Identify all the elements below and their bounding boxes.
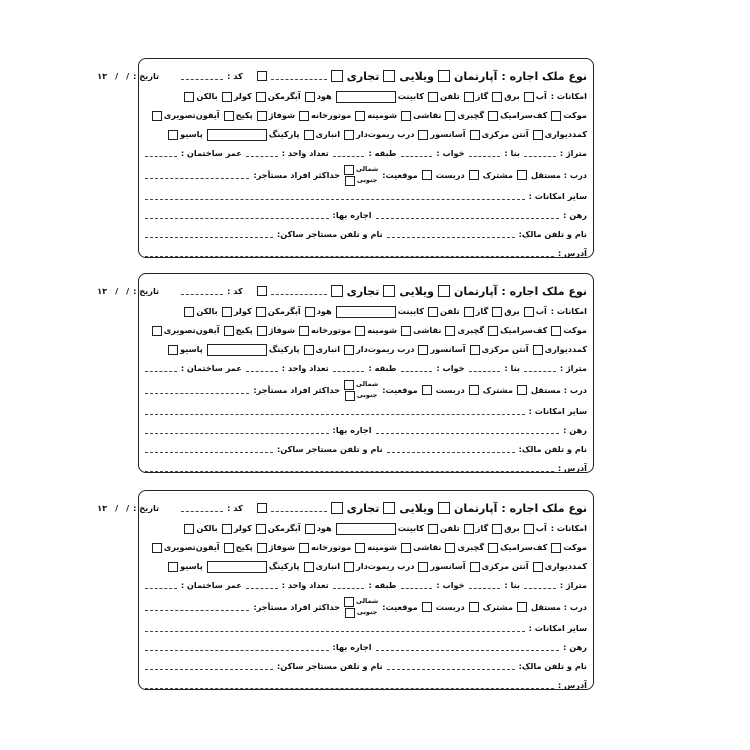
door-location-row (145, 378, 587, 402)
date-field[interactable] (97, 287, 129, 295)
door-label: درب : مستقل (530, 384, 587, 395)
door-shared-checkbox[interactable] (469, 385, 479, 395)
amenities-label: امکانات : (550, 306, 587, 317)
max-tenants-label: حداکثر افراد مستأجر: (253, 384, 341, 395)
amenity-radiator[interactable]: شوفاژ (257, 543, 295, 553)
door-shared-label: مشترک (482, 169, 513, 180)
owner-line[interactable] (387, 237, 515, 238)
date-slash: / (126, 502, 130, 513)
type-apartment-label: آپارتمان (453, 501, 498, 515)
other-amenities-row (145, 187, 587, 206)
amenity-engine-room[interactable]: موتورخانه (299, 111, 351, 121)
amenity-electricity[interactable]: برق (492, 92, 520, 102)
bana-label: بنا : (504, 580, 521, 591)
other-amenities-label: سایر امکانات : (528, 191, 587, 202)
amenities-row-1 (145, 87, 587, 106)
amenity-central-antenna[interactable]: آنتن مرکزی (470, 345, 529, 355)
amenity-storage[interactable]: انباری (304, 130, 341, 140)
type-villa-checkbox[interactable] (383, 70, 395, 82)
rent-line[interactable] (145, 433, 329, 434)
amenity-hood[interactable]: هود (305, 524, 332, 534)
other-amenities-label: سایر امکانات : (528, 623, 587, 634)
type-villa-label: ویلایی (399, 284, 434, 298)
type-apartment-label: آپارتمان (453, 284, 498, 298)
type-apartment-checkbox[interactable] (438, 70, 450, 82)
address-label: آدرس : (557, 680, 587, 691)
tedad-line[interactable] (246, 371, 278, 372)
code-label: کد : (227, 70, 243, 81)
other-amenities-line[interactable] (145, 199, 525, 200)
form-header-row (97, 497, 587, 519)
type-commercial-label: تجاری (346, 501, 380, 515)
door-full-checkbox[interactable] (422, 170, 432, 180)
amenity-cabinet[interactable]: کابینت (336, 91, 424, 103)
type-villa-checkbox[interactable] (383, 285, 395, 297)
door-shared-checkbox[interactable] (469, 602, 479, 612)
tenant-line[interactable] (145, 669, 273, 670)
type-commercial-line[interactable] (271, 79, 327, 80)
amenity-wardrobe[interactable]: کمددیواری (533, 562, 587, 572)
amenities-row-2 (145, 538, 587, 557)
amenity-plaster[interactable]: گچبری (445, 326, 484, 336)
date-label: تاریخ : (133, 502, 160, 513)
location-south[interactable]: جنوبی (345, 176, 377, 186)
amenity-carpet[interactable]: موکت (551, 543, 587, 553)
owner-label: نام و تلفن مالک: (518, 444, 587, 455)
door-independent-checkbox[interactable] (517, 602, 527, 612)
deposit-label: رهن : (563, 425, 587, 436)
amenity-phone[interactable]: تلفن (428, 524, 460, 534)
rent-line[interactable] (145, 650, 329, 651)
form-header-row (97, 280, 587, 302)
location-north[interactable]: شمالی (344, 380, 378, 390)
owner-line[interactable] (387, 452, 515, 453)
size-row (145, 144, 587, 163)
amenity-parking[interactable]: پارکینگ (207, 561, 300, 573)
code-checkbox[interactable] (257, 503, 267, 513)
deposit-label: رهن : (563, 642, 587, 653)
amenity-video-intercom[interactable]: آیفون‌تصویری (152, 543, 220, 553)
size-row (145, 576, 587, 595)
address-line[interactable] (145, 471, 554, 472)
owner-tenant-row (145, 225, 587, 244)
tenant-label: نام و تلفن مستاجر ساکن: (276, 444, 383, 455)
amenity-plaster[interactable]: گچبری (445, 111, 484, 121)
metraj-label: متراژ : (559, 363, 587, 374)
form-header-row (97, 65, 587, 87)
amenity-phone[interactable]: تلفن (428, 307, 460, 317)
code-checkbox[interactable] (257, 71, 267, 81)
door-full-checkbox[interactable] (422, 602, 432, 612)
bana-line[interactable] (469, 588, 501, 589)
type-apartment-checkbox[interactable] (438, 502, 450, 514)
code-line[interactable] (181, 511, 223, 512)
location-label: موقعیت: (382, 384, 418, 395)
other-amenities-row (145, 402, 587, 421)
amenity-package[interactable]: پکیج (224, 543, 253, 553)
bana-line[interactable] (469, 371, 501, 372)
amenity-fireplace[interactable]: شومینه (355, 543, 397, 553)
code-label: کد : (227, 502, 243, 513)
tabaghe-label: طبقه : (368, 580, 397, 591)
amenity-central-antenna[interactable]: آنتن مرکزی (470, 130, 529, 140)
amenity-balcony[interactable]: بالکن (184, 524, 217, 534)
amenity-carpet[interactable]: موکت (551, 111, 587, 121)
address-line[interactable] (145, 256, 554, 257)
code-line[interactable] (181, 294, 223, 295)
other-amenities-label: سایر امکانات : (528, 406, 587, 417)
amenities-label: امکانات : (550, 523, 587, 534)
amenity-storage[interactable]: انباری (304, 345, 341, 355)
tedad-line[interactable] (246, 156, 278, 157)
date-field[interactable] (97, 504, 129, 512)
type-commercial-checkbox[interactable] (331, 285, 343, 297)
owner-label: نام و تلفن مالک: (518, 661, 587, 672)
door-location-row (145, 163, 587, 187)
omr-line[interactable] (145, 588, 177, 589)
tedad-label: تعداد واحد : (281, 363, 329, 374)
date-field[interactable] (97, 72, 129, 80)
rent-line[interactable] (145, 218, 329, 219)
type-villa-label: ویلایی (399, 501, 434, 515)
bana-line[interactable] (469, 156, 501, 157)
amenity-cooler[interactable]: کولر (222, 307, 252, 317)
amenity-elevator[interactable]: آسانسور (418, 562, 465, 572)
date-label: تاریخ : (133, 285, 160, 296)
address-row (145, 459, 587, 478)
amenity-engine-room[interactable]: موتورخانه (299, 543, 351, 553)
amenity-water-heater[interactable]: آبگرمکن (256, 307, 301, 317)
amenity-painting[interactable]: نقاشی (401, 111, 441, 121)
type-villa-label: ویلایی (399, 69, 434, 83)
amenity-ceramic-floor[interactable]: کف‌سرامیک (488, 111, 547, 121)
location-label: موقعیت: (382, 169, 418, 180)
omr-label: عمر ساختمان : (180, 580, 242, 591)
door-shared-label: مشترک (482, 601, 513, 612)
type-villa-checkbox[interactable] (383, 502, 395, 514)
other-amenities-line[interactable] (145, 631, 525, 632)
other-amenities-row (145, 619, 587, 638)
amenity-cooler[interactable]: کولر (222, 92, 252, 102)
omr-line[interactable] (145, 156, 177, 157)
tedad-label: تعداد واحد : (281, 580, 329, 591)
deposit-rent-row (145, 206, 587, 225)
khab-line[interactable] (401, 588, 433, 589)
door-shared-label: مشترک (482, 384, 513, 395)
amenity-central-antenna[interactable]: آنتن مرکزی (470, 562, 529, 572)
amenity-balcony[interactable]: بالکن (184, 92, 217, 102)
type-commercial-line[interactable] (271, 294, 327, 295)
owner-tenant-row (145, 657, 587, 676)
amenity-water-heater[interactable]: آبگرمکن (256, 524, 301, 534)
max-tenants-line[interactable] (145, 178, 249, 179)
tabaghe-line[interactable] (333, 371, 365, 372)
date-slash: / (115, 285, 119, 296)
door-full-label: دربست (435, 384, 465, 395)
owner-label: نام و تلفن مالک: (518, 229, 587, 240)
tabaghe-line[interactable] (333, 156, 365, 157)
code-label: کد : (227, 285, 243, 296)
metraj-label: متراژ : (559, 148, 587, 159)
omr-label: عمر ساختمان : (180, 148, 242, 159)
tedad-label: تعداد واحد : (281, 148, 329, 159)
rental-form-card (97, 58, 594, 259)
amenity-parking[interactable]: پارکینگ (207, 344, 300, 356)
amenity-package[interactable]: پکیج (224, 111, 253, 121)
amenities-row-2 (145, 321, 587, 340)
location-south[interactable]: جنوبی (345, 391, 377, 401)
location-north[interactable]: شمالی (344, 165, 378, 175)
location-north[interactable]: شمالی (344, 597, 378, 607)
amenity-radiator[interactable]: شوفاژ (257, 111, 295, 121)
amenity-fireplace[interactable]: شومینه (355, 111, 397, 121)
rent-label: اجاره بها: (332, 642, 372, 653)
door-independent-checkbox[interactable] (517, 170, 527, 180)
khab-line[interactable] (401, 371, 433, 372)
door-full-checkbox[interactable] (422, 385, 432, 395)
amenities-row-1 (145, 302, 587, 321)
door-shared-checkbox[interactable] (469, 170, 479, 180)
tenant-line[interactable] (145, 452, 273, 453)
metraj-line[interactable] (524, 588, 556, 589)
amenity-remote-door[interactable]: درب ریموت‌دار (344, 345, 414, 355)
amenity-electricity[interactable]: برق (492, 307, 520, 317)
amenity-patio[interactable]: پاسیو (168, 345, 203, 355)
amenity-hood[interactable]: هود (305, 307, 332, 317)
door-independent-checkbox[interactable] (517, 385, 527, 395)
amenity-elevator[interactable]: آسانسور (418, 130, 465, 140)
address-row (145, 244, 587, 263)
owner-tenant-row (145, 440, 587, 459)
door-label: درب : مستقل (530, 601, 587, 612)
omr-line[interactable] (145, 371, 177, 372)
deposit-line[interactable] (376, 650, 560, 651)
form-title: نوع ملک اجاره : (501, 284, 587, 298)
amenity-patio[interactable]: پاسیو (168, 130, 203, 140)
deposit-rent-row (145, 421, 587, 440)
rent-label: اجاره بها: (332, 210, 372, 221)
tenant-label: نام و تلفن مستاجر ساکن: (276, 661, 383, 672)
door-full-label: دربست (435, 601, 465, 612)
metraj-label: متراژ : (559, 580, 587, 591)
address-label: آدرس : (557, 248, 587, 259)
code-line[interactable] (181, 79, 223, 80)
amenity-water[interactable]: آب (524, 92, 547, 102)
amenities-row-3 (145, 557, 587, 576)
type-apartment-label: آپارتمان (453, 69, 498, 83)
date-slash: / (115, 70, 119, 81)
omr-label: عمر ساختمان : (180, 363, 242, 374)
rental-form-card (97, 490, 594, 691)
date-year: ۱۳ (97, 70, 108, 81)
amenity-painting[interactable]: نقاشی (401, 543, 441, 553)
amenity-package[interactable]: پکیج (224, 326, 253, 336)
amenity-video-intercom[interactable]: آیفون‌تصویری (152, 326, 220, 336)
amenities-label: امکانات : (550, 91, 587, 102)
metraj-line[interactable] (524, 156, 556, 157)
type-commercial-line[interactable] (271, 511, 327, 512)
type-commercial-label: تجاری (346, 284, 380, 298)
type-commercial-label: تجاری (346, 69, 380, 83)
amenity-balcony[interactable]: بالکن (184, 307, 217, 317)
type-apartment-checkbox[interactable] (438, 285, 450, 297)
max-tenants-label: حداکثر افراد مستأجر: (253, 169, 341, 180)
other-amenities-line[interactable] (145, 414, 525, 415)
amenity-ceramic-floor[interactable]: کف‌سرامیک (488, 543, 547, 553)
amenity-wardrobe[interactable]: کمددیواری (533, 130, 587, 140)
amenity-engine-room[interactable]: موتورخانه (299, 326, 351, 336)
amenity-ceramic-floor[interactable]: کف‌سرامیک (488, 326, 547, 336)
door-label: درب : مستقل (530, 169, 587, 180)
amenity-hood[interactable]: هود (305, 92, 332, 102)
form-title: نوع ملک اجاره : (501, 501, 587, 515)
amenities-row-3 (145, 340, 587, 359)
tabaghe-line[interactable] (333, 588, 365, 589)
size-row (145, 359, 587, 378)
location-label: موقعیت: (382, 601, 418, 612)
tedad-line[interactable] (246, 588, 278, 589)
date-label: تاریخ : (133, 70, 160, 81)
date-slash: / (126, 285, 130, 296)
amenity-video-intercom[interactable]: آیفون‌تصویری (152, 111, 220, 121)
amenity-cabinet[interactable]: کابینت (336, 523, 424, 535)
tenant-line[interactable] (145, 237, 273, 238)
form-title: نوع ملک اجاره : (501, 69, 587, 83)
khab-label: خواب : (436, 580, 465, 591)
date-slash: / (115, 502, 119, 513)
tenant-label: نام و تلفن مستاجر ساکن: (276, 229, 383, 240)
date-year: ۱۳ (97, 502, 108, 513)
amenity-gas[interactable]: گاز (464, 307, 489, 317)
amenities-row-2 (145, 106, 587, 125)
door-full-label: دربست (435, 169, 465, 180)
amenity-cabinet[interactable]: کابینت (336, 306, 424, 318)
max-tenants-label: حداکثر افراد مستأجر: (253, 601, 341, 612)
tabaghe-label: طبقه : (368, 148, 397, 159)
address-row (145, 676, 587, 695)
amenity-phone[interactable]: تلفن (428, 92, 460, 102)
metraj-line[interactable] (524, 371, 556, 372)
amenity-remote-door[interactable]: درب ریموت‌دار (344, 130, 414, 140)
code-checkbox[interactable] (257, 286, 267, 296)
amenity-carpet[interactable]: موکت (551, 326, 587, 336)
khab-label: خواب : (436, 363, 465, 374)
location-options (344, 380, 378, 401)
deposit-label: رهن : (563, 210, 587, 221)
bana-label: بنا : (504, 363, 521, 374)
amenity-radiator[interactable]: شوفاژ (257, 326, 295, 336)
amenity-painting[interactable]: نقاشی (401, 326, 441, 336)
deposit-line[interactable] (376, 218, 560, 219)
bana-label: بنا : (504, 148, 521, 159)
amenities-row-3 (145, 125, 587, 144)
date-year: ۱۳ (97, 285, 108, 296)
location-options (344, 597, 378, 618)
location-south[interactable]: جنوبی (345, 608, 377, 618)
amenity-plaster[interactable]: گچبری (445, 543, 484, 553)
owner-line[interactable] (387, 669, 515, 670)
amenity-cooler[interactable]: کولر (222, 524, 252, 534)
amenity-gas[interactable]: گاز (464, 92, 489, 102)
amenity-wardrobe[interactable]: کمددیواری (533, 345, 587, 355)
amenity-gas[interactable]: گاز (464, 524, 489, 534)
amenity-elevator[interactable]: آسانسور (418, 345, 465, 355)
address-line[interactable] (145, 688, 554, 689)
khab-line[interactable] (401, 156, 433, 157)
amenity-patio[interactable]: پاسیو (168, 562, 203, 572)
amenity-storage[interactable]: انباری (304, 562, 341, 572)
amenities-row-1 (145, 519, 587, 538)
max-tenants-line[interactable] (145, 610, 249, 611)
rent-label: اجاره بها: (332, 425, 372, 436)
amenity-electricity[interactable]: برق (492, 524, 520, 534)
rental-form-card (97, 273, 594, 474)
deposit-line[interactable] (376, 433, 560, 434)
door-location-row (145, 595, 587, 619)
tabaghe-label: طبقه : (368, 363, 397, 374)
amenity-parking[interactable]: پارکینگ (207, 129, 300, 141)
date-slash: / (126, 70, 130, 81)
amenity-fireplace[interactable]: شومینه (355, 326, 397, 336)
amenity-water-heater[interactable]: آبگرمکن (256, 92, 301, 102)
amenity-water[interactable]: آب (524, 524, 547, 534)
type-commercial-checkbox[interactable] (331, 70, 343, 82)
type-commercial-checkbox[interactable] (331, 502, 343, 514)
deposit-rent-row (145, 638, 587, 657)
location-options (344, 165, 378, 186)
amenity-remote-door[interactable]: درب ریموت‌دار (344, 562, 414, 572)
address-label: آدرس : (557, 463, 587, 474)
amenity-water[interactable]: آب (524, 307, 547, 317)
khab-label: خواب : (436, 148, 465, 159)
max-tenants-line[interactable] (145, 393, 249, 394)
